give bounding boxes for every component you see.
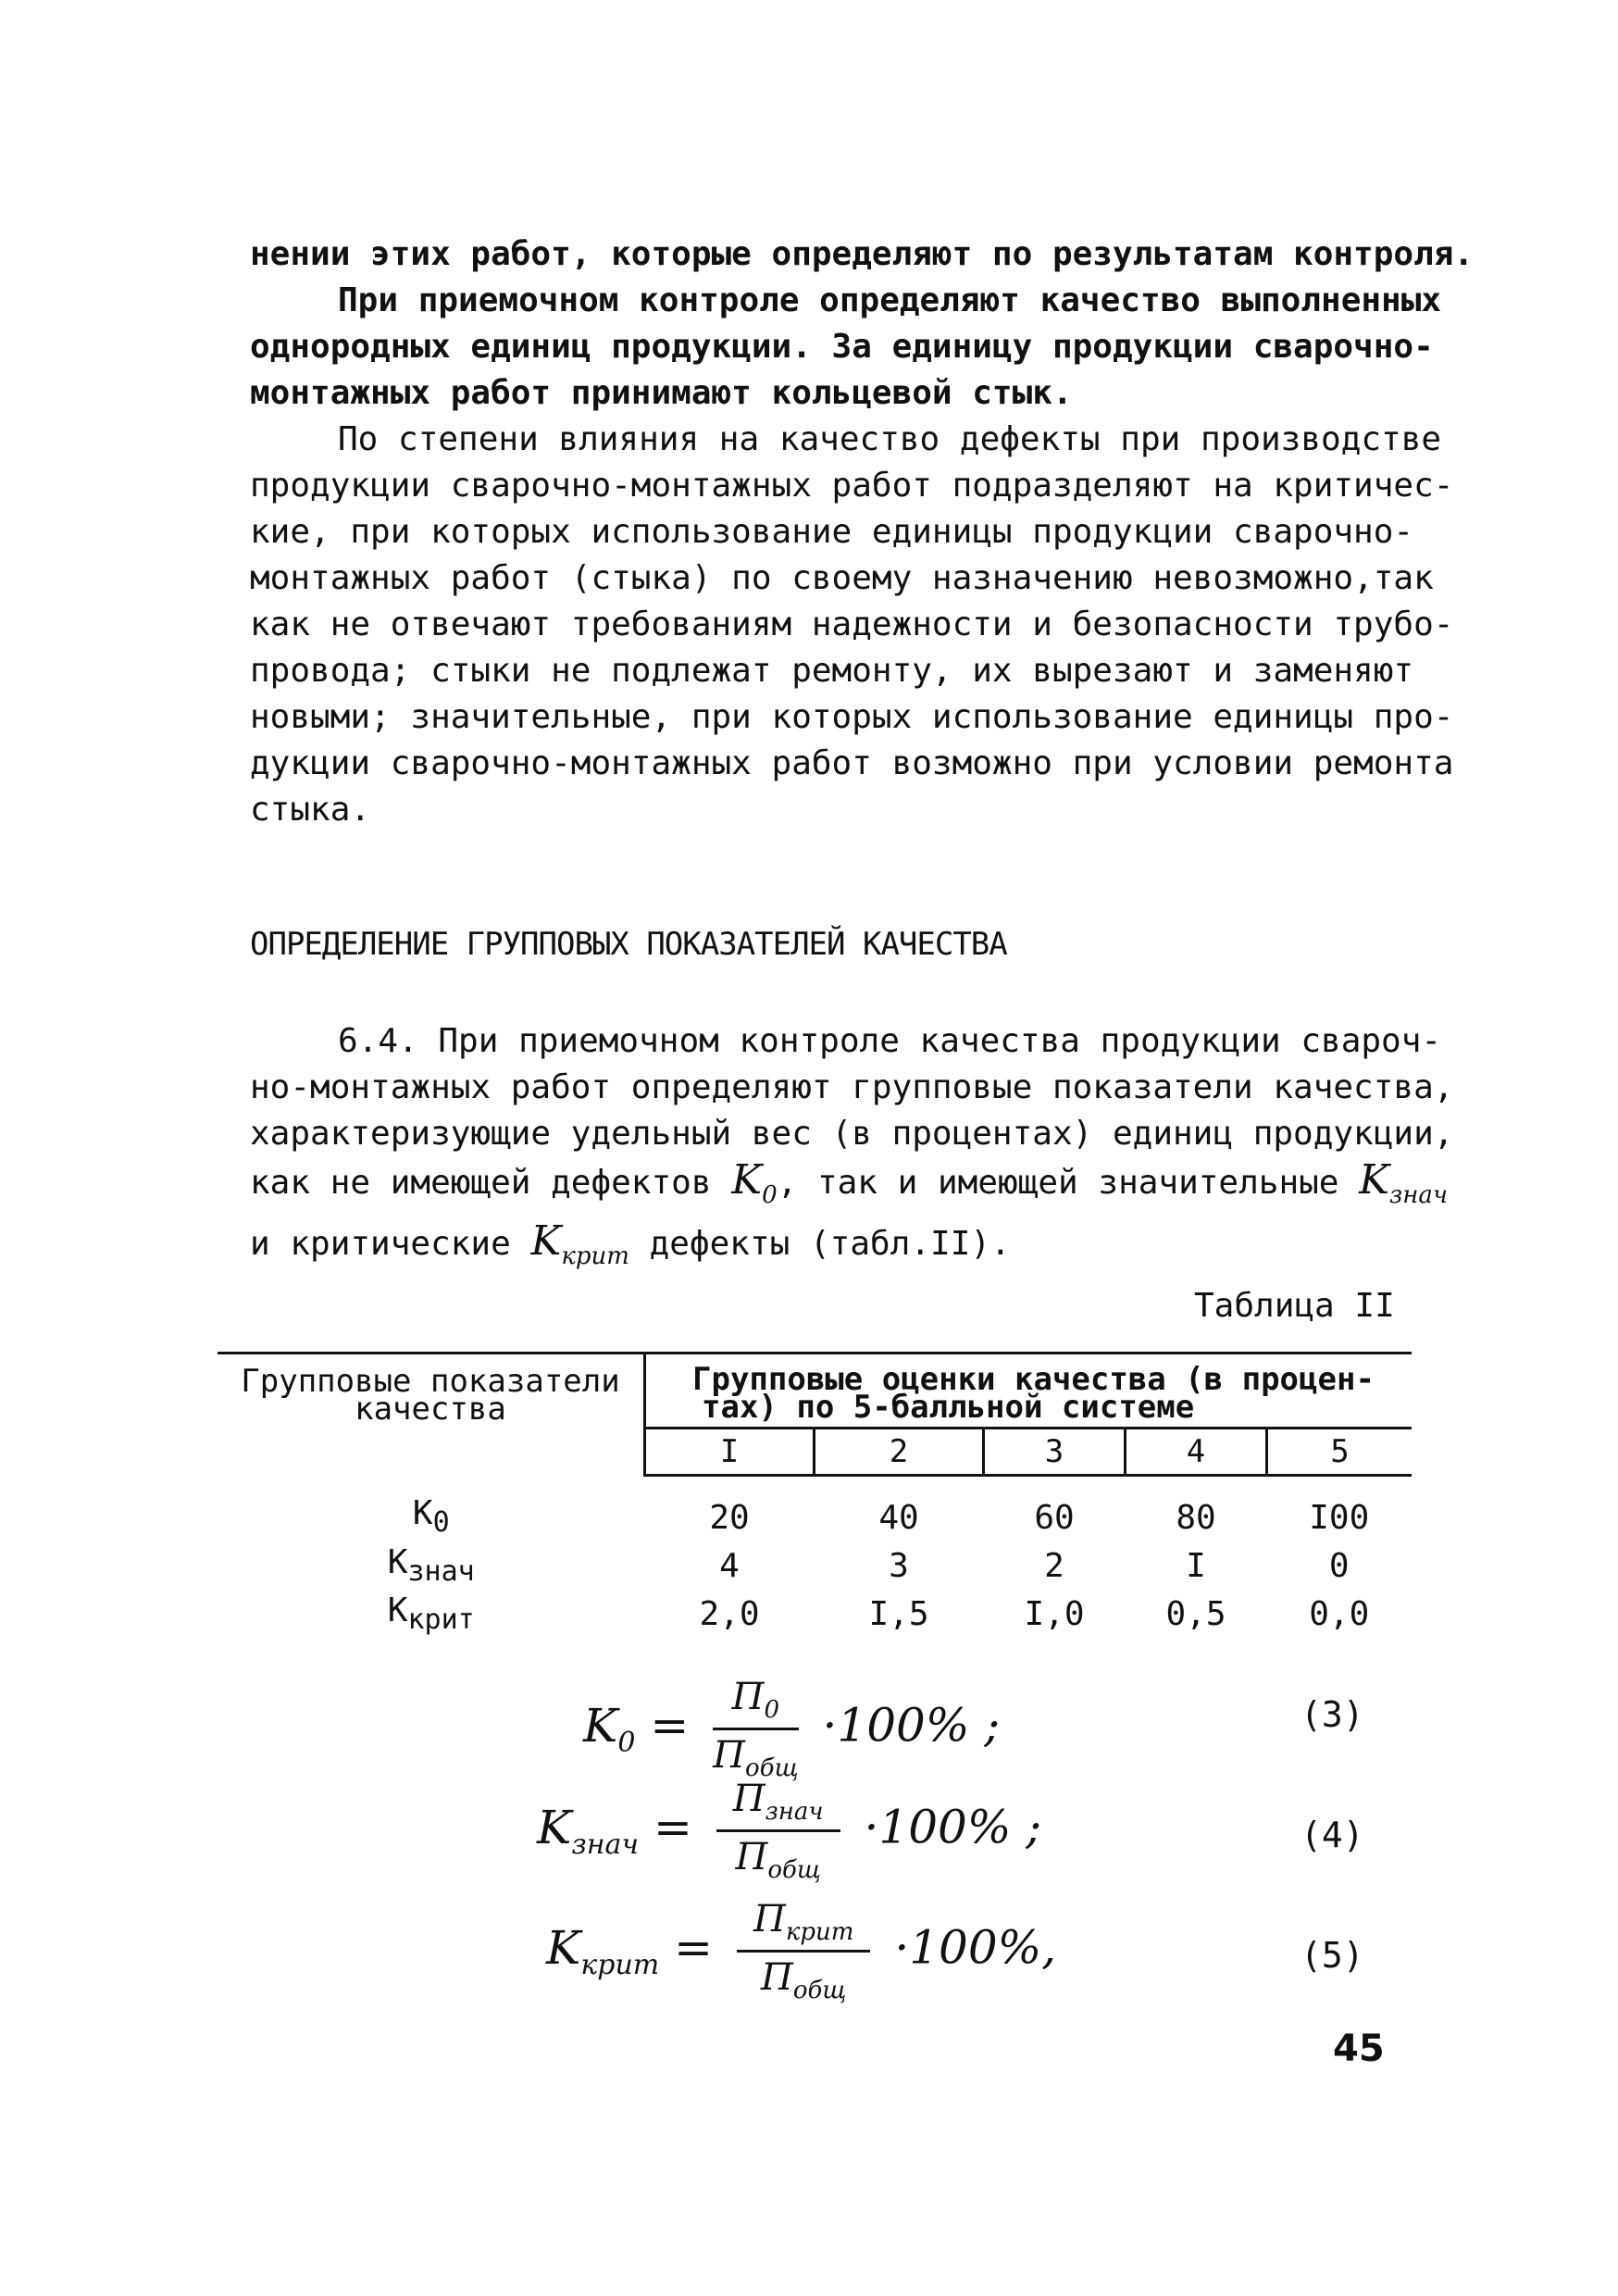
row-label: $K_{знач}$ [387, 1542, 475, 1589]
text-line: как не отвечают требованиям надежности и безопасности трубо- [250, 605, 1454, 643]
text-line: кие, при которых использование единицы продукции сварочно- [250, 513, 1414, 551]
formula-kznach: $K_{знач}$ = $\frac{П_{знач}}{П_{общ}}$ ·100% ; [537, 1778, 1042, 1884]
fraction: $\frac{П_{знач}}{П_{общ}}$ [716, 1778, 840, 1884]
table-cell: I,0 [1024, 1594, 1085, 1633]
row-label: $K_0$ [412, 1494, 450, 1540]
table-cell: I,5 [868, 1594, 929, 1633]
fraction: $\frac{П_{крит}}{П_{общ}}$ [737, 1898, 870, 2004]
table-cell: 0 [1328, 1546, 1350, 1585]
equation-number: (4) [1301, 1815, 1364, 1855]
page-number: 45 [1333, 2028, 1385, 2070]
text-line: провода; стыки не подлежат ремонту, их вырезают и заменяют [250, 652, 1414, 690]
grade-header: 4 [1126, 1429, 1267, 1476]
table-caption: Таблица II [1194, 1287, 1395, 1325]
paragraph-continuation [250, 231, 1475, 278]
table-cell: 0,5 [1165, 1594, 1226, 1633]
text-line: характеризующие удельный вес (в процентах) единиц продукции, [250, 1115, 1454, 1153]
text-line: При приемочном контроле определяют качество выполненных [338, 281, 1442, 319]
fraction: $\frac{П_0}{П_{общ}}$ [713, 1676, 799, 1782]
text-line: стыка. [250, 791, 371, 829]
grade-header: 2 [815, 1429, 984, 1476]
quality-indicators-table [218, 1352, 1412, 1638]
table-cell: 3 [889, 1546, 909, 1585]
table-cell: 2,0 [699, 1594, 760, 1633]
symbol-kkrit: $K_{крит}$ [530, 1217, 629, 1270]
paragraph-defect-classification [250, 417, 1454, 833]
column-header-grades: Групповые оценки качества (в процен- тах) по 5-балльной системе [645, 1354, 1413, 1429]
text-line: монтажных работ принимают кольцевой стык. [250, 374, 1073, 412]
text-line-symbols: как не имеющей дефектов $K_0$, так и имеющей значительные $K_{знач}$ [250, 1156, 1449, 1209]
paragraph-acceptance-control [250, 278, 1442, 417]
equation-number: (3) [1301, 1694, 1364, 1735]
grade-header: 5 [1267, 1429, 1413, 1476]
text-line: новыми; значительные, при которых использование единицы про- [250, 698, 1454, 736]
section-heading: ОПРЕДЕЛЕНИЕ ГРУППОВЫХ ПОКАЗАТЕЛЕЙ КАЧЕСТВА [250, 926, 1007, 963]
table-row [218, 1476, 1412, 1542]
table-cell: 4 [719, 1546, 740, 1585]
text-line: однородных единиц продукции. За единицу продукции сварочно- [250, 328, 1434, 366]
formula-kkrit: $K_{крит}$ = $\frac{П_{крит}}{П_{общ}}$ ·100%, [546, 1898, 1057, 2004]
table-cell: I [1186, 1546, 1206, 1585]
column-header-indicators: Групповые показатели качества [218, 1354, 645, 1476]
symbol-kznach: $K_{знач}$ [1359, 1156, 1449, 1209]
text-line: продукции сварочно-монтажных работ подразделяют на критичес- [250, 467, 1454, 505]
grade-header: 3 [984, 1429, 1126, 1476]
table-cell: 2 [1044, 1546, 1064, 1585]
table-cell: 40 [878, 1498, 919, 1537]
table-row [218, 1541, 1412, 1590]
text-line: монтажных работ (стыка) по своему назначению невозможно,так [250, 559, 1434, 597]
row-label: $K_{крит}$ [387, 1591, 475, 1637]
paragraph-section-6-4 [250, 1018, 1454, 1279]
text-line: нении этих работ, которые определяют по результатам контроля. [250, 235, 1475, 273]
text-line: По степени влияния на качество дефекты при производстве [338, 420, 1442, 458]
table-cell: 20 [709, 1498, 750, 1537]
table-row [218, 1590, 1412, 1638]
text-line: 6.4. При приемочном контроле качества продукции свароч- [338, 1022, 1442, 1060]
equation-number: (5) [1301, 1935, 1364, 1976]
table-cell: I00 [1309, 1498, 1370, 1537]
table-cell: 60 [1034, 1498, 1075, 1537]
formula-k0: $K_0$ = $\frac{П_0}{П_{общ}}$ ·100% ; [583, 1676, 1001, 1782]
symbol-k0: $K_0$ [731, 1156, 778, 1209]
text-line-symbols: и критические $K_{крит}$ дефекты (табл.II). [250, 1217, 1011, 1270]
text-line: но-монтажных работ определяют групповые показатели качества, [250, 1068, 1454, 1106]
grade-header: I [645, 1429, 815, 1476]
table-cell: 0,0 [1309, 1594, 1370, 1633]
table-cell: 80 [1176, 1498, 1216, 1537]
text-line: дукции сварочно-монтажных работ возможно при условии ремонта [250, 744, 1454, 782]
